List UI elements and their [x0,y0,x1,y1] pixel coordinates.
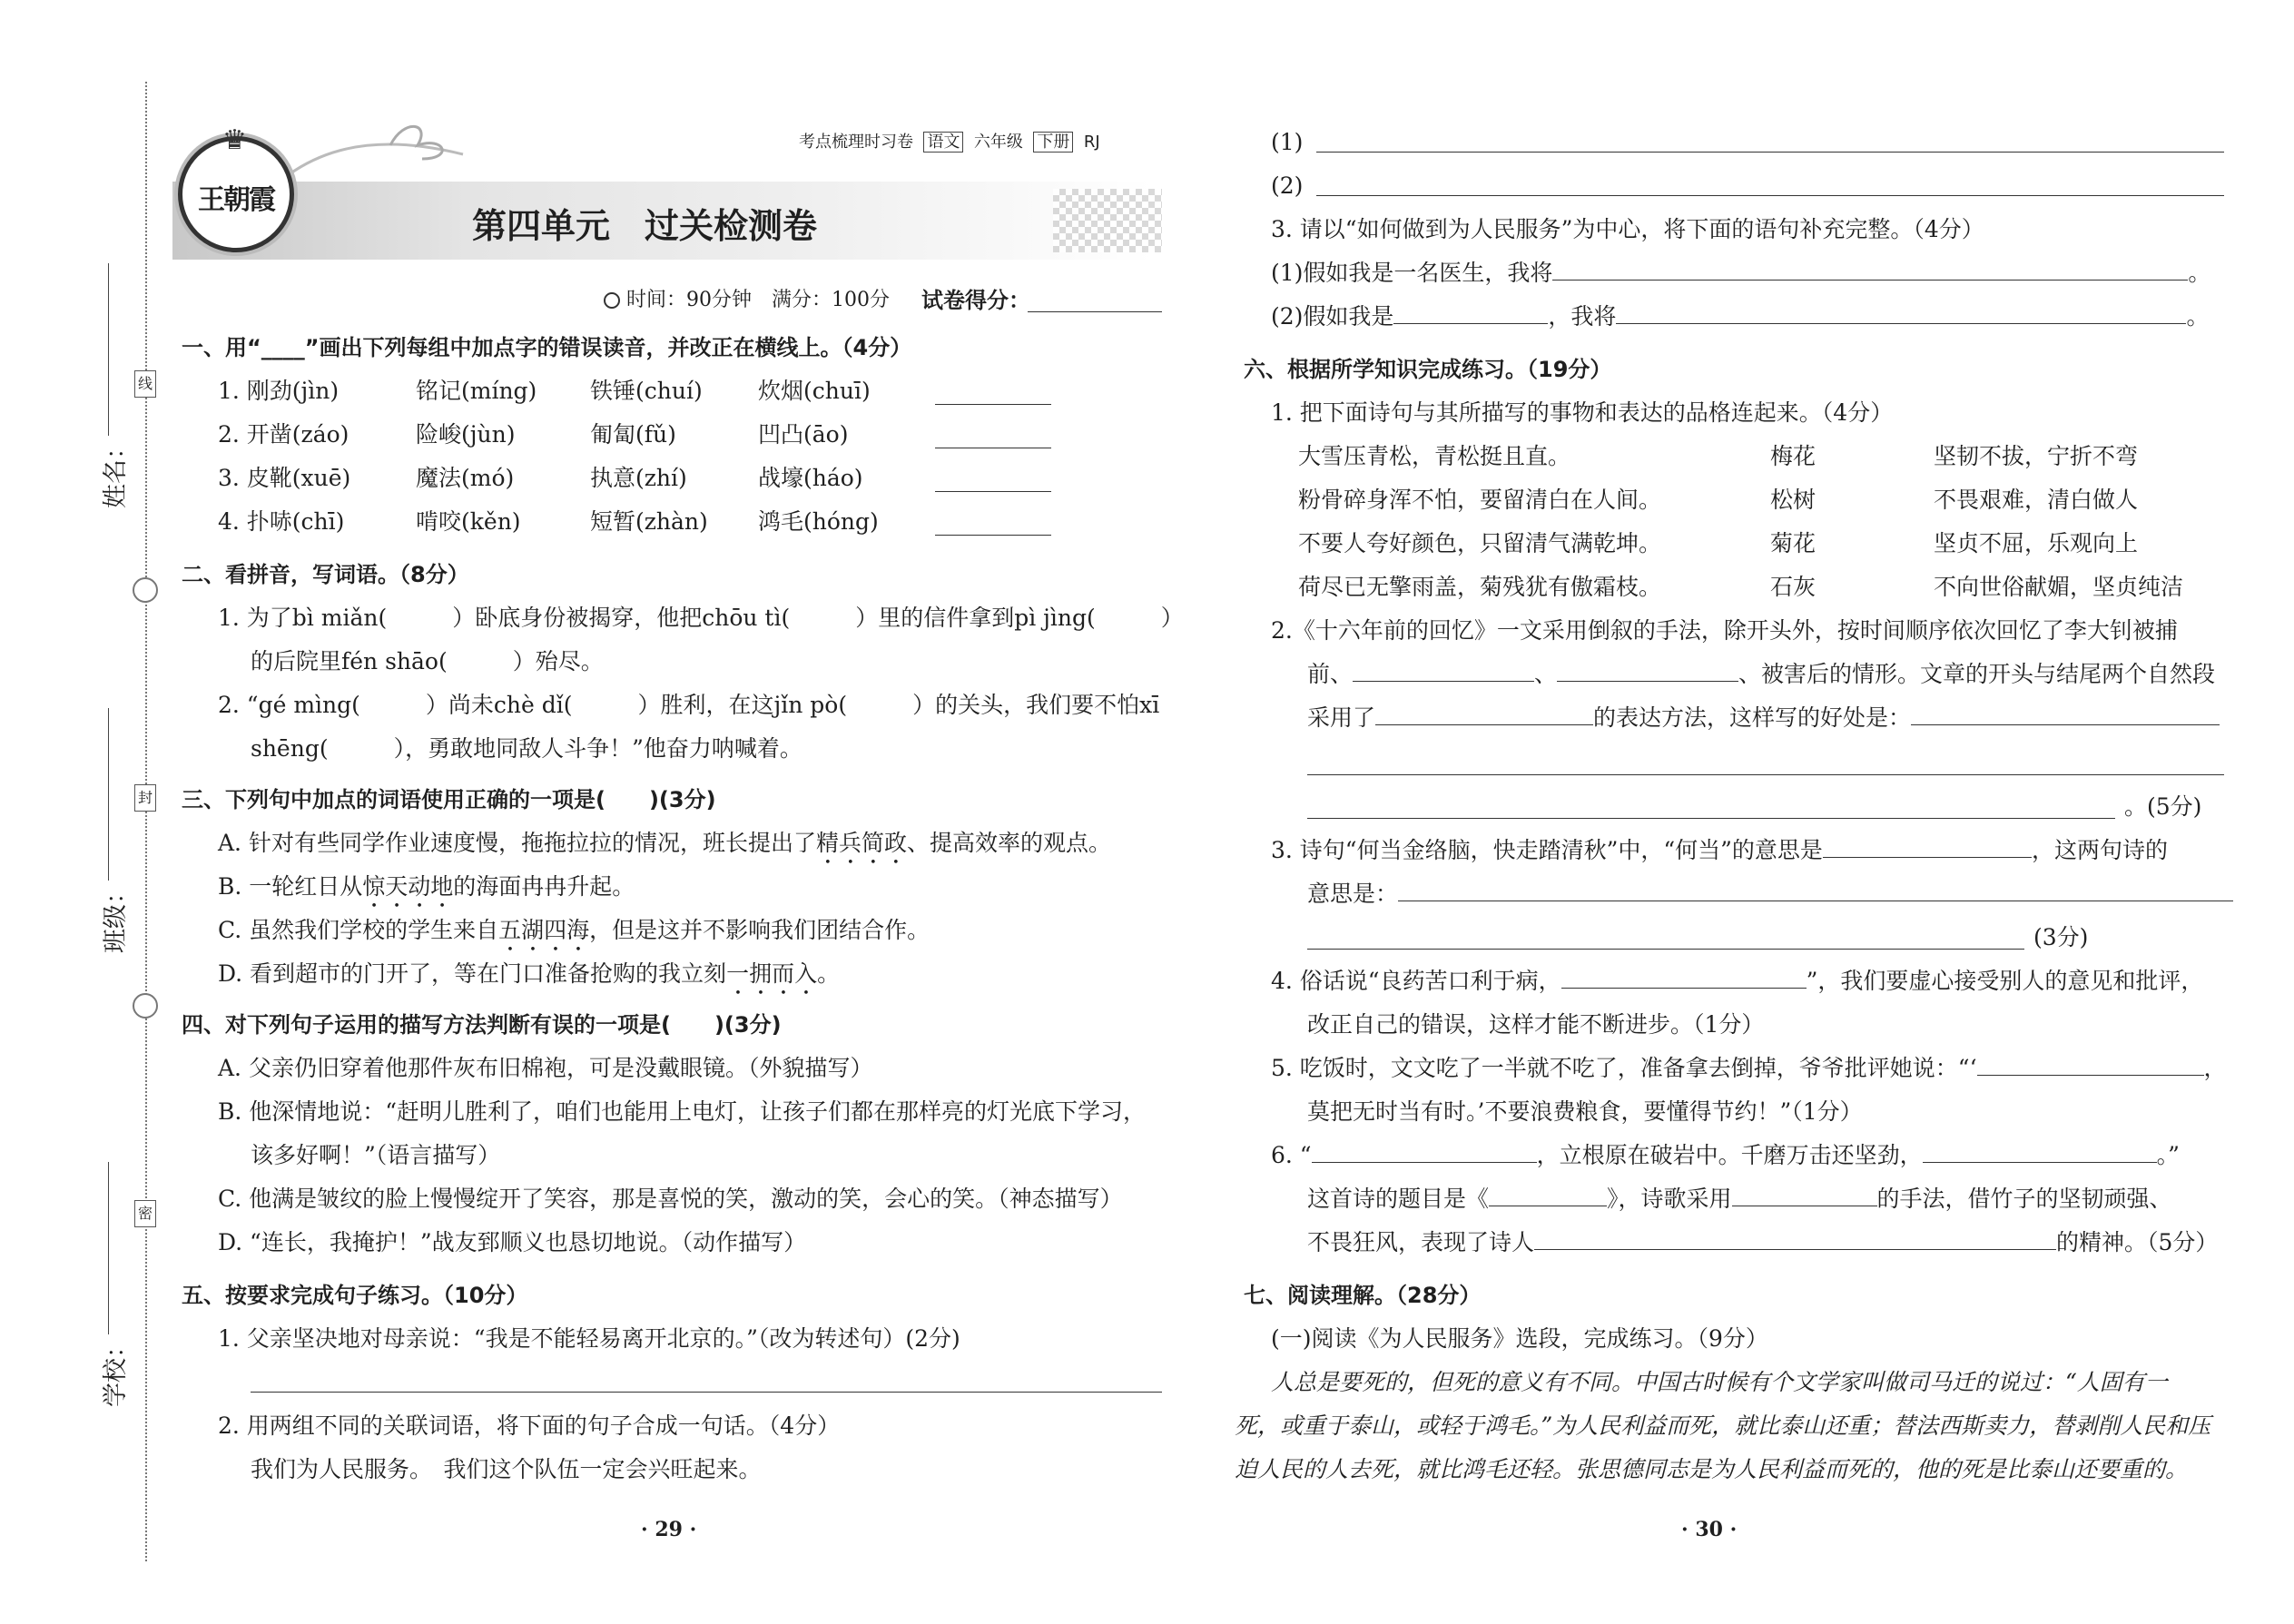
s6-text: ， [2203,1055,2227,1081]
option-d[interactable] [218,959,840,1000]
s2-line-3 [218,690,1159,721]
option-b[interactable] [218,871,635,913]
binding-seal-feng: 封 [134,784,156,812]
thing-item[interactable]: 菊花 [1770,530,1816,556]
answer-line[interactable] [1316,194,2224,196]
s6-q6-line-2 [1307,1184,2172,1215]
answer-blank[interactable] [1557,659,1738,682]
pinyin-word: 魔法(mó) [416,465,515,491]
s6-text: 意思是： [1307,881,1399,907]
s6-text: 。” [2156,1142,2180,1168]
pinyin-word: 铭记(míng) [416,378,537,404]
clock-icon [604,292,620,309]
answer-blank[interactable] [1489,1184,1607,1206]
thing-item[interactable]: 松树 [1770,487,1816,513]
answer-blank[interactable] [1375,703,1593,725]
option-a[interactable] [218,828,1111,870]
answer-line[interactable] [1307,773,2224,775]
s6-text: 6. “ [1271,1142,1312,1168]
s6-text: 的手法，借竹子的坚韧顽强、 [1876,1186,2172,1212]
s2-line-4 [251,733,802,764]
logo-text: 王朝霞 [198,184,274,216]
answer-blank[interactable] [1312,1140,1537,1163]
trait-item[interactable]: 坚贞不屈，乐观向上 [1934,530,2139,556]
section-1-title: 一、用“____”画出下列每组中加点字的错误读音，并改正在横线上。（4分） [182,335,912,360]
s6-question-4 [1271,966,2203,997]
s6-question-1: 1. 把下面诗句与其所描写的事物和表达的品格连起来。（4分） [1271,399,1894,426]
trait-item[interactable]: 不向世俗献媚，坚贞纯洁 [1934,574,2184,600]
answer-blank[interactable] [1923,1140,2157,1163]
s6-text: 3. 诗句“何当金络脑，快走踏清秋”中，“何当”的意思是 [1271,837,1823,863]
option-c[interactable]: C. 他满是皱纹的脸上慢慢绽开了笑容，那是喜悦的笑，激动的笑，会心的笑。（神态描写） [218,1186,1123,1212]
pinyin-word: 啃咬(kěn) [416,508,521,535]
dotted-word: 一拥而入 [726,960,818,987]
option-text: C. 虽然我们学校的学生来自 [218,917,499,943]
header-subject: 语文 [923,132,963,153]
s2-line-1 [218,603,1184,634]
page-number-right: · 30 · [1681,1518,1738,1541]
s6-text: 不畏狂风，表现了诗人 [1307,1229,1535,1255]
binding-seal-mi: 密 [134,1200,156,1227]
s6-text: ，这两句诗的 [2031,837,2168,863]
s2-text: shēng( [251,735,329,762]
section-6-title: 六、根据所学知识完成练习。（19分） [1244,357,1612,382]
option-text: 。 [817,960,841,987]
answer-blank[interactable] [1353,659,1534,682]
s2-text: 2. “gé mìng( [218,692,360,718]
s2-text: 1. 为了bì miǎn( [218,605,388,631]
s2-line-2 [251,646,604,677]
s6-q4-line-2: 改正自己的错误，这样才能不断进步。（1分） [1307,1011,1765,1038]
answer-label-1: (1) [1271,129,1304,155]
name-label: 姓名： [102,435,130,508]
s5-q3-line-2 [1271,301,2209,332]
trait-item[interactable]: 不畏艰难，清白做人 [1934,487,2139,513]
pinyin-word: 1. 刚劲(jìn) [218,378,340,404]
correction-blank[interactable] [935,447,1051,448]
answer-blank[interactable] [1977,1053,2204,1076]
answer-blank[interactable] [1732,1184,1877,1206]
s5-question-1: 1. 父亲坚决地对母亲说：“我是不能轻易离开北京的。”（改为转述句）(2分) [218,1325,960,1352]
s2-text: ） [1160,605,1184,631]
pinyin-word: 凹凸(āo) [758,421,849,448]
s6-text: 》，诗歌采用 [1607,1186,1732,1212]
answer-line[interactable] [1307,817,2115,819]
header-meta [799,129,1100,153]
s6-q2-score: 。(5分) [2124,793,2202,820]
answer-blank[interactable] [1398,879,2233,901]
s6-q5-line-2: 莫把无时当有时。’不要浪费粮食，要懂得节约！”（1分） [1307,1098,1863,1125]
s5-question-3: 3. 请以“如何做到为人民服务”为中心，将下面的语句补充完整。（4分） [1271,216,1984,242]
section-2-title: 二、看拼音，写词语。（8分） [182,562,469,587]
correction-blank[interactable] [935,534,1051,536]
page-number-left: · 29 · [641,1518,697,1541]
score-label: 试卷得分： [921,288,1030,313]
answer-blank[interactable] [1552,258,2188,281]
answer-blank[interactable] [1823,835,2032,858]
option-c[interactable] [218,915,930,957]
time-score-info: 时间：90分钟 满分：100分 [626,289,890,311]
pinyin-word: 铁锤(chuí) [590,378,703,404]
checker-decoration [1053,189,1162,252]
s6-q2-line-2 [1307,659,2215,690]
s6-text: 5. 吃饭时，文文吃了一半就不吃了，准备拿去倒掉，爷爷批评她说：“‘ [1271,1055,1977,1081]
binding-seal-xian: 线 [134,370,156,398]
s5-text: 。 [2188,260,2211,286]
section-5-title: 五、按要求完成句子练习。（10分） [182,1283,528,1308]
option-text: B. 一轮红日从 [218,873,363,900]
pinyin-word: 战壕(háo) [758,465,863,491]
s7-subtitle: (一)阅读《为人民服务》选段，完成练习。（9分） [1271,1325,1768,1352]
header-series: 考点梳理时习卷 [799,133,913,152]
option-text: 、提高效率的观点。 [906,830,1111,856]
page-title: 第四单元 过关检测卷 [472,206,818,246]
dotted-word: 精兵简政 [815,830,907,856]
option-text: ，但是这并不影响我们团结合作。 [589,917,930,943]
s6-q2-line-3 [1307,703,2220,733]
pinyin-word: 鸿毛(hóng) [758,508,879,535]
option-d[interactable]: D. “连长，我掩护！”战友郅顺义也恳切地说。（动作描写） [218,1229,807,1255]
thing-item[interactable]: 梅花 [1770,443,1816,469]
s6-question-2: 2.《十六年前的回忆》一文采用倒叙的手法，除开头外，按时间顺序依次回忆了李大钊被捕 [1271,617,2178,644]
s2-text: ）尚未chè dǐ( [425,692,573,718]
s5-text: 。 [2186,303,2210,330]
option-text: D. 看到超市的门开了，等在门口准备抢购的我立刻 [218,960,727,987]
answer-line[interactable] [1307,948,2024,950]
answer-blank[interactable] [1534,1227,2056,1250]
s2-text: ）的关头，我们要不怕xī [912,692,1160,718]
poem-line[interactable]: 不要人夸好颜色，只留清气满乾坤。 [1298,530,1662,556]
school-label: 学校： [102,1334,130,1407]
answer-blank[interactable] [1561,966,1807,989]
pinyin-word: 2. 开凿(záo) [218,421,350,448]
reading-passage-line: 死，或重于泰山，或轻于鸿毛。”为人民利益而死，就比泰山还重；替法西斯卖力，替剥削人民和压 [1235,1412,2211,1439]
s2-text: 的后院里fén shāo( [251,648,448,674]
s5-q3-line-1 [1271,258,2210,289]
option-b[interactable]: B. 他深情地说：“赶明儿胜利了，咱们也能用上电灯，让孩子们都在那样亮的灯光底下学习， [218,1098,1147,1125]
poem-line[interactable]: 大雪压青松，青松挺且直。 [1298,443,1571,469]
answer-line[interactable] [251,1391,1162,1393]
answer-blank[interactable] [1911,703,2220,725]
s6-text: 采用了 [1307,704,1376,731]
poem-line[interactable]: 粉骨碎身浑不怕，要留清白在人间。 [1298,487,1662,513]
reading-passage-line: 人总是要死的，但死的意义有不同。中国古时候有个文学家叫做司马迁的说过：“人固有一 [1271,1369,2168,1395]
reading-passage-line: 迫人民的人去死，就比鸿毛还轻。张思德同志是为人民利益而死的，他的死是比泰山还要重的。 [1235,1456,2189,1482]
section-3-title: 三、下列句中加点的词语使用正确的一项是( )(3分) [182,787,716,812]
s5-text: (2)假如我是 [1271,303,1394,330]
s6-question-3 [1271,835,2168,866]
s2-text: ）胜利，在这jǐn pò( [637,692,848,718]
s5-text: ，我将 [1548,303,1617,330]
class-label: 班级： [102,880,130,953]
pinyin-word: 4. 扑哧(chī) [218,508,345,535]
logo-crown-icon: ♛ [222,124,247,156]
right-page [1171,0,2294,1624]
s6-text: 的精神。（5分） [2056,1229,2219,1255]
option-text: A. 针对有些同学作业速度慢，拖拖拉拉的情况，班长提出了 [218,830,816,856]
pinyin-word: 短暂(zhàn) [590,508,708,535]
s5-question-2-sentence: 我们为人民服务。 我们这个队伍一定会兴旺起来。 [251,1456,762,1482]
logo-badge [178,124,294,252]
s6-text: 的表达方法，这样写的好处是： [1593,704,1912,731]
correction-blank[interactable] [935,403,1051,405]
s6-q6-line-3 [1307,1227,2218,1258]
s6-text: 前、 [1307,661,1354,687]
score-blank[interactable] [1028,310,1162,312]
section-4-title: 四、对下列句子运用的描写方法判断有误的一项是( )(3分) [182,1012,782,1038]
section-7-title: 七、阅读理解。（28分） [1244,1283,1482,1308]
s6-text: 、 [1534,661,1558,687]
answer-line[interactable] [1316,151,2224,153]
correction-blank[interactable] [935,490,1051,492]
header-edition: RJ [1083,133,1100,152]
header-volume: 下册 [1033,132,1073,153]
s6-question-5 [1271,1053,2227,1084]
answer-blank[interactable] [1616,301,2186,324]
option-b-cont: 该多好啊！”（语言描写） [251,1142,501,1168]
poem-line[interactable]: 荷尽已无擎雨盖，菊残犹有傲霜枝。 [1298,574,1662,600]
answer-label-2: (2) [1271,172,1304,199]
s6-q3-score: (3分) [2033,924,2089,950]
option-text: 的海面冉冉升起。 [453,873,635,900]
pinyin-word: 匍匐(fǔ) [590,421,676,448]
option-a[interactable]: A. 父亲仍旧穿着他那件灰布旧棉袍，可是没戴眼镜。（外貌描写） [218,1055,873,1081]
s6-q3-line-2 [1307,879,2233,910]
s6-text: 这首诗的题目是《 [1307,1186,1490,1212]
answer-blank[interactable] [1393,301,1548,324]
s6-text: 4. 俗话说“良药苦口利于病， [1271,968,1561,994]
dotted-word: 惊天动地 [362,873,454,900]
pinyin-word: 执意(zhí) [590,465,687,491]
pinyin-word: 险峻(jùn) [416,421,516,448]
s2-text: ）里的信件拿到pì jìng( [855,605,1096,631]
s6-text: 、被害后的情形。文章的开头与结尾两个自然段 [1738,661,2216,687]
s5-text: (1)假如我是一名医生，我将 [1271,260,1553,286]
s5-question-2: 2. 用两组不同的关联词语，将下面的句子合成一句话。（4分） [218,1412,841,1439]
trait-item[interactable]: 坚韧不拔，宁折不弯 [1934,443,2139,469]
s2-text: ）殆尽。 [512,648,604,674]
pinyin-word: 炊烟(chuī) [758,378,871,404]
thing-item[interactable]: 石灰 [1770,574,1816,600]
s6-question-6 [1271,1140,2180,1171]
s2-text: ），勇敢地同敌人斗争！”他奋力呐喊着。 [393,735,802,762]
header-grade: 六年级 [973,133,1023,152]
s6-text: ”，我们要虚心接受别人的意见和批评， [1806,968,2204,994]
s2-text: ）卧底身份被揭穿，他把chōu tì( [452,605,791,631]
dotted-word: 五湖四海 [498,917,590,943]
pinyin-word: 3. 皮靴(xuē) [218,465,351,491]
s6-text: ，立根原在破岩中。千磨万击还坚劲， [1536,1142,1923,1168]
